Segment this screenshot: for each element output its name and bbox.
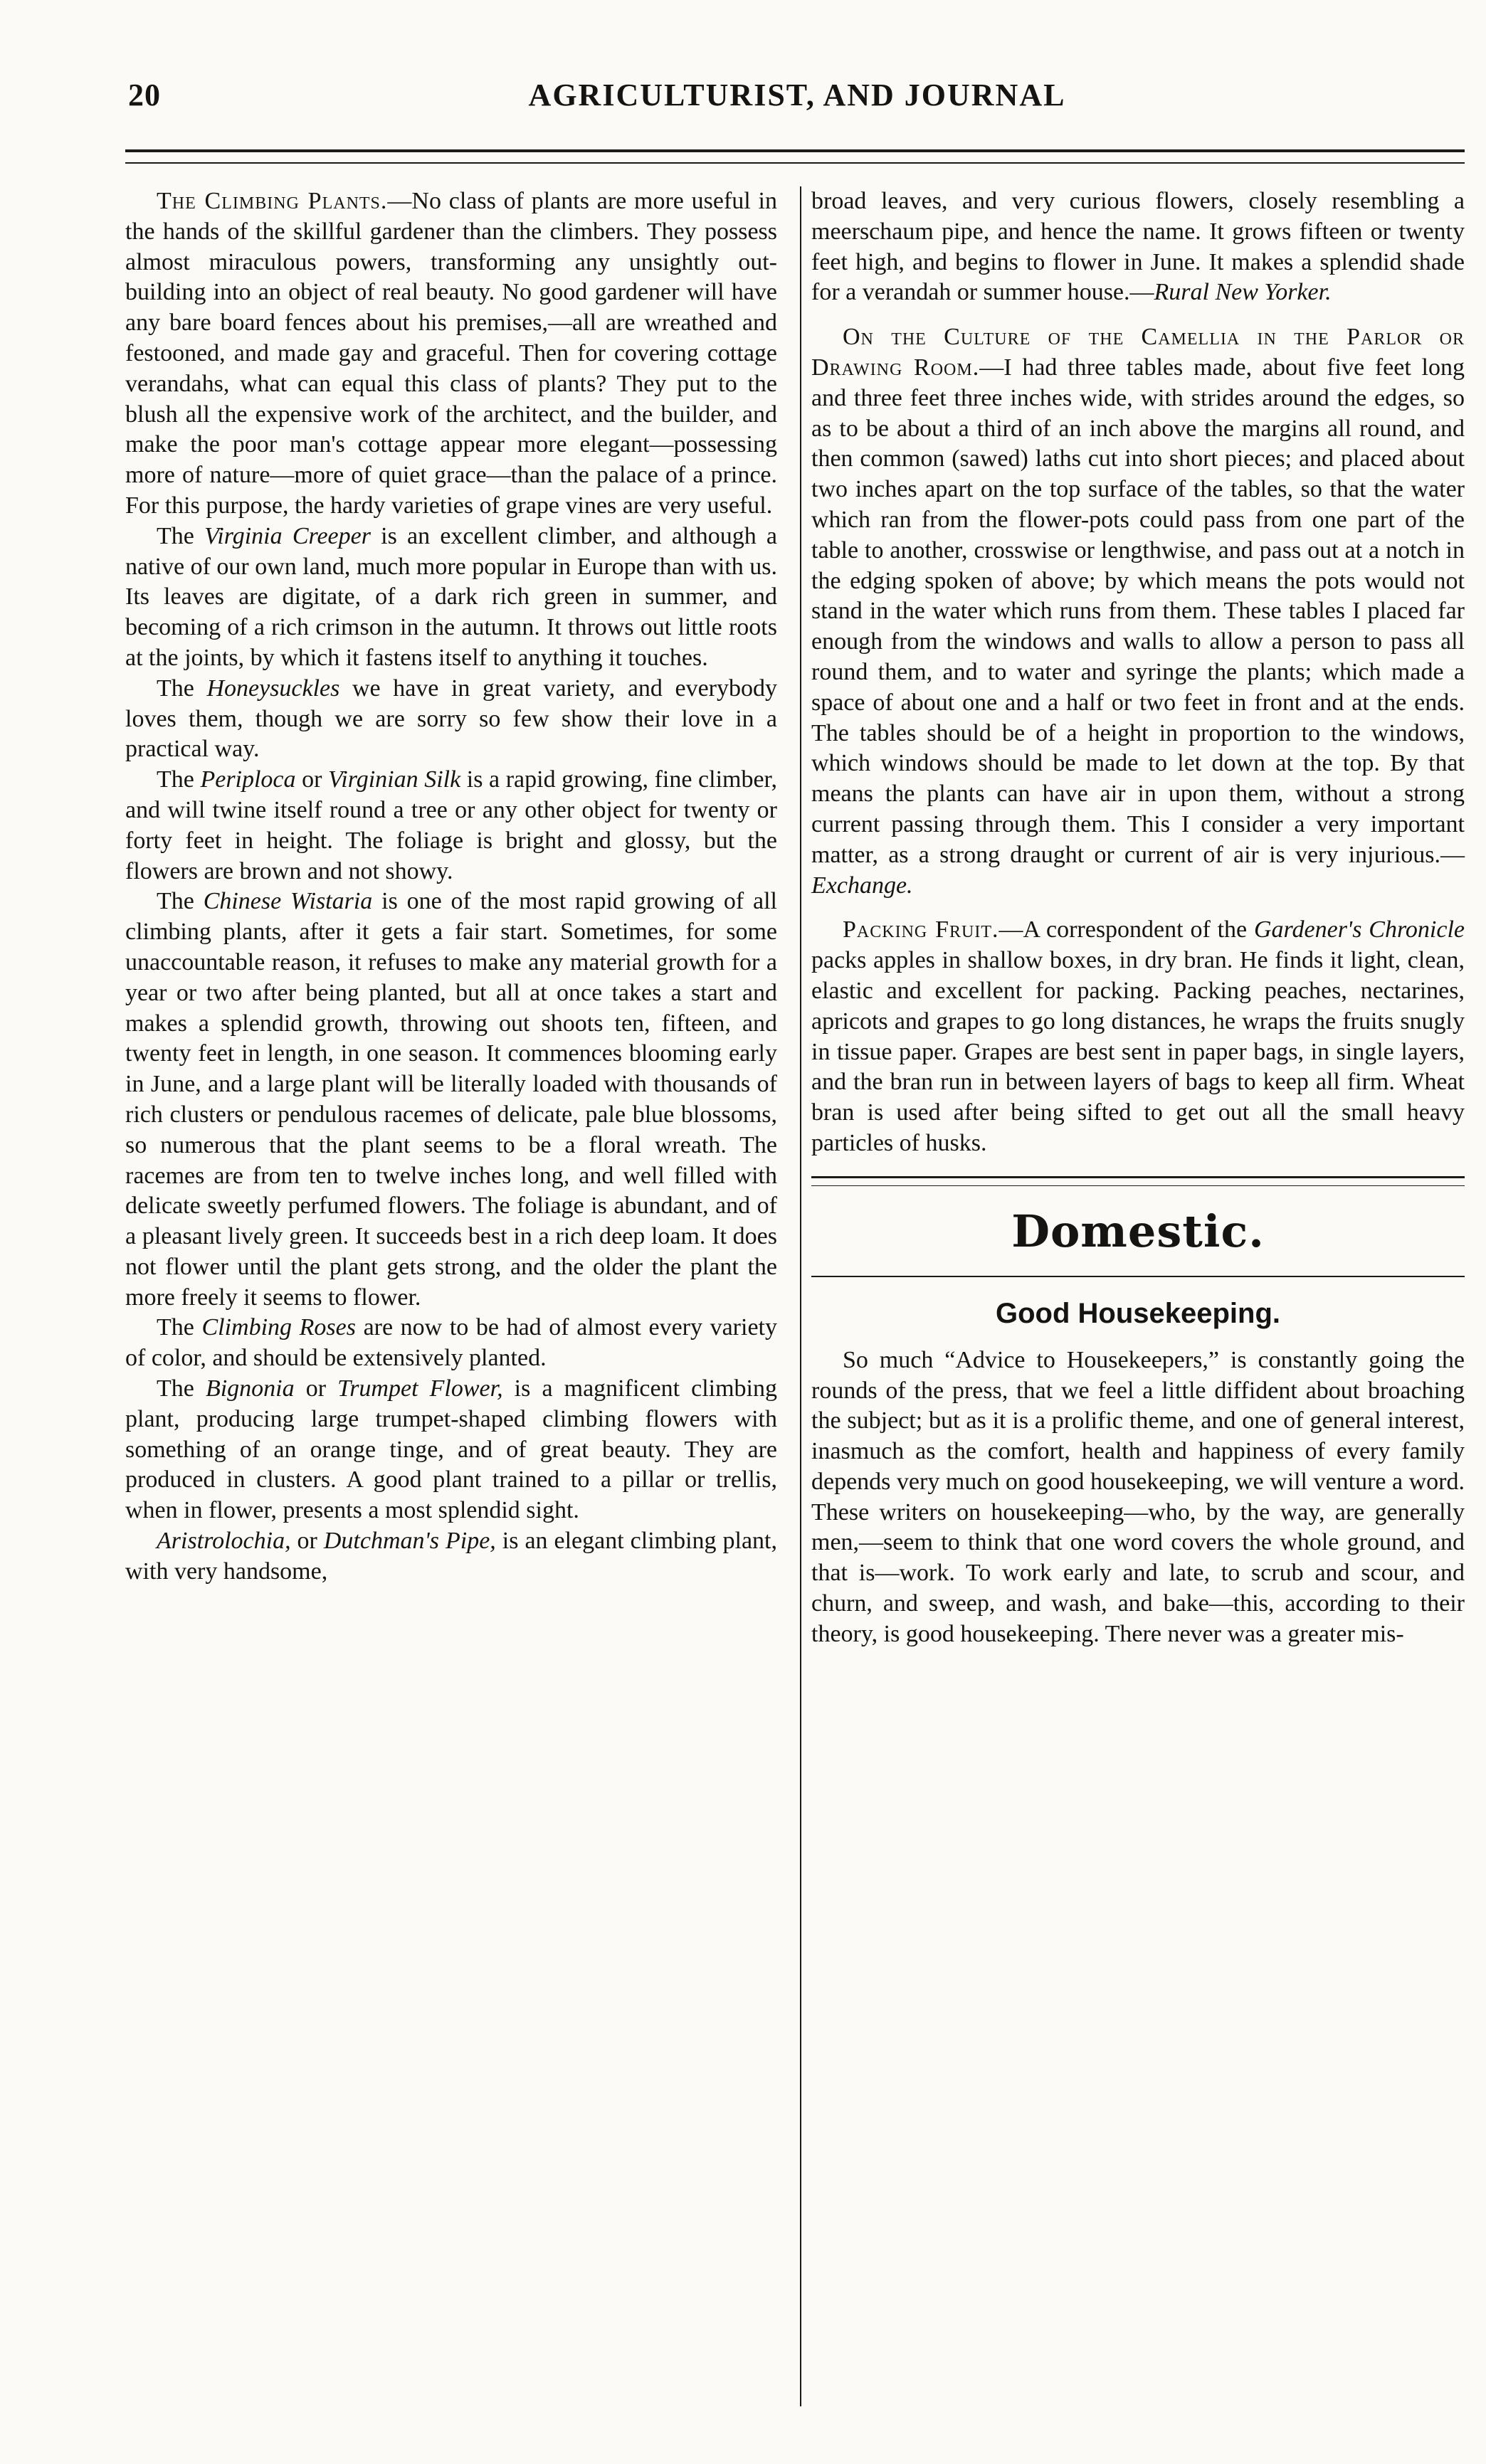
paragraph-text: are now to be had of almost every variety of color, and should be extensively planted. — [125, 1314, 777, 1372]
paragraph-text: or — [294, 1375, 338, 1402]
source-credit: Exchange. — [811, 872, 913, 899]
paragraph-text: or — [290, 1528, 324, 1555]
paragraph-text: The — [157, 1375, 206, 1402]
page-header — [128, 77, 1466, 127]
periploca-paragraph — [125, 765, 777, 887]
plant-name: Honeysuckles — [206, 675, 340, 702]
paragraph-text: broad leaves, and very curious flowers, closely resembling a meerschaum pipe, and hence the name. It grows fifteen or twenty feet high, and begins to flower in June. It makes a splendid shade for a verandah or summer house.— — [811, 188, 1465, 306]
source-credit: Gardener's Chronicle — [1253, 916, 1465, 943]
honeysuckles-paragraph — [125, 674, 777, 765]
section-lead: The Climbing Plants. — [157, 188, 388, 214]
paragraph-text: The — [157, 888, 204, 915]
plant-name: Chinese Wistaria — [203, 888, 373, 915]
header-rule — [125, 149, 1465, 164]
section-rule — [811, 1176, 1465, 1186]
paragraph-text: is one of the most rapid growing of all climbing plants, after it gets a fair start. Sometimes, for some unaccountable reason, it refuses to make any material growth for a year or two after being planted, but all at once takes a start and makes a splendid growth, throwing out shoots ten, fifteen, and twenty feet in length, in one season. It commences blooming early in June, and a large plant will be literally loaded with thousands of rich clusters or pendulous racemes of delicate, pale blue blossoms, so numerous that the plant seems to be a floral wreath. The racemes are from ten to twelve inches long, and well filled with delicate sweetly perfumed flowers. The foliage is abundant, and of a pleasant lively green. It succeeds best in a rich deep loam. It does not flower until the plant gets strong, and the older the plant the more freely it seems to flower. — [125, 888, 777, 1311]
title-rule — [811, 1276, 1465, 1277]
plant-name: Climbing Roses — [201, 1314, 356, 1341]
climbing-plants-paragraph — [125, 186, 777, 522]
paragraph-text: So much “Advice to Housekeepers,” is constantly going the rounds of the press, that we feel a little diffident about broaching the subject; but as it is a prolific theme, and one of general interest, inasmuch as the comfort, health and happiness of every family depends very much on good housekeeping, we will venture a word. These writers on housekeeping—who, by the way, are generally men,—seem to think that one word covers the whole ground, and that is—work. To work early and late, to scrub and scour, and churn, and sweep, and wash, and bake—this, according to their theory, is good housekeeping. There never was a greater mis- — [811, 1346, 1465, 1647]
paragraph-text: packs apples in shallow boxes, in dry bran. He finds it light, clean, elastic and excellent for packing. Packing peaches, nectarines, apricots and grapes to go long distances, he wraps the fruits snugly in tissue paper. Grapes are best sent in paper bags, in single layers, and the bran run in between layers of bags to keep all firm. Wheat bran is used after being sifted to get out all the small heavy particles of husks. — [811, 947, 1465, 1156]
paragraph-text: The — [157, 766, 201, 793]
section-lead: On the Culture of the Camellia in the Parlor or Drawing Room. — [811, 324, 1465, 381]
paragraph-text: —A correspondent of the — [998, 916, 1254, 943]
section-lead: Packing Fruit. — [843, 916, 999, 943]
plant-name: Periploca — [200, 766, 296, 793]
plant-name: Aristrolochia, — [157, 1528, 291, 1555]
left-column — [125, 186, 777, 1587]
article-title: Good Housekeeping. — [995, 1297, 1281, 1329]
wistaria-paragraph — [125, 887, 777, 1313]
paragraph-text: is an elegant climbing plant, with very handsome, — [125, 1528, 778, 1585]
right-column — [811, 186, 1465, 1650]
virginia-creeper-paragraph — [125, 522, 777, 674]
page-number: 20 — [128, 78, 161, 112]
department-title: Domestic. — [1011, 1205, 1265, 1257]
plant-name: Trumpet Flower, — [337, 1375, 503, 1402]
plant-name: Dutchman's Pipe, — [323, 1528, 496, 1555]
plant-name: Virginia Creeper — [204, 522, 371, 549]
paragraph-text: The — [157, 675, 207, 702]
paragraph-text: —No class of plants are more useful in the hands of the skillful gardener than the climbers. They possess almost miraculous powers, transforming any unsightly out-building into an object of real beauty. No good gardener will have any bare board fences about his premises,—all are wreathed and festooned, and made gay and graceful. Then for covering cottage verandahs, what can equal this class of plants? They put to the blush all the expensive work of the architect, and the builder, and make the poor man's cottage appear more elegant—possessing more of nature—more of quiet grace—than the palace of a prince. For this purpose, the hardy varieties of grape vines are very useful. — [125, 188, 777, 519]
running-title: AGRICULTURIST, AND JOURNAL — [528, 78, 1066, 112]
paragraph-text: —I had three tables made, about five feet long and three feet three inches wide, with strides around the edges, so as to be about a third of an inch above the margins all round, and then common (sawed) laths cut into short pieces; and placed about two inches apart on the top surface of the tables, so that the water which ran from the flower-pots could pass from one part of the table to another, crosswise or lengthwise, and pass out at a notch in the edging spoken of above; by which means the pots would not stand in the water which runs from them. These tables I placed far enough from the windows and walls to allow a person to pass all round them, and to water and syringe the plants; which made a space of about one and a half or two feet in front and at the ends. The tables should be of a height in proportion to the windows, which windows should be made to let down at the top. By that means the plants can have air in upon them, without a strong current passing through them. This I consider a very important matter, as a strong draught or current of air is very injurious.— — [811, 354, 1465, 868]
housekeeping-paragraph — [811, 1345, 1465, 1650]
climbing-roses-paragraph — [125, 1313, 777, 1374]
source-credit: Rural New Yorker. — [1154, 279, 1332, 306]
paragraph-text: is a magnificent climbing plant, producing large trumpet-shaped climbing flowers with something of an orange tinge, and of great beauty. They are produced in clusters. A good plant trained to a pillar or trellis, when in flower, presents a most splendid sight. — [125, 1375, 778, 1524]
paragraph-text: we have in great variety, and everybody loves them, though we are sorry so few show their love in a practical way. — [125, 675, 777, 763]
paragraph-text: is a rapid growing, fine climber, and will twine itself round a tree or any other object for twenty or forty feet in height. The foliage is bright and glossy, but the flowers are brown and not showy. — [125, 766, 778, 884]
paragraph-text: The — [157, 522, 205, 549]
aristolochia-paragraph — [125, 1526, 777, 1587]
paragraph-text: The — [157, 1314, 202, 1341]
paragraph-text: is an excellent climber, and although a native of our own land, much more popular in Europe than with us. Its leaves are digitate, of a dark rich green in summer, and becoming of a rich crimson in the autumn. It throws out little roots at the joints, by which it fastens itself to anything it touches. — [125, 522, 777, 671]
bignonia-paragraph — [125, 1374, 777, 1526]
paragraph-text: or — [295, 766, 329, 793]
plant-name: Bignonia — [205, 1375, 295, 1402]
aristolochia-continued-paragraph — [811, 186, 1465, 308]
packing-fruit-paragraph — [811, 915, 1465, 1158]
column-divider — [800, 186, 801, 2406]
plant-name: Virginian Silk — [328, 766, 461, 793]
camellia-paragraph — [811, 322, 1465, 901]
